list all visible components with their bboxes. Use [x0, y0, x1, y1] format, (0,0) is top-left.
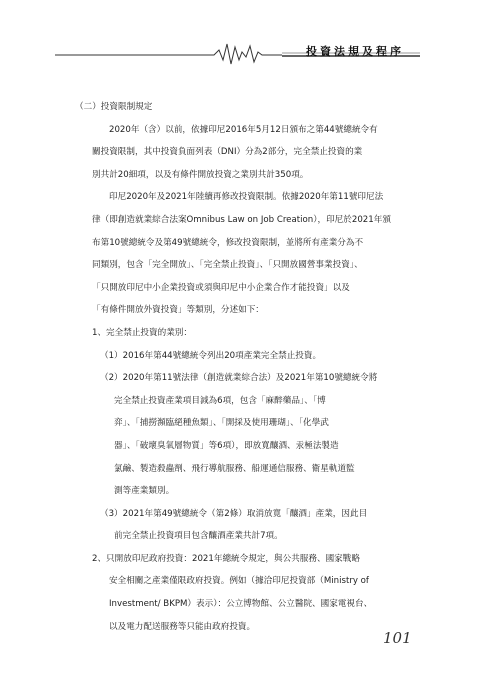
paragraph-line: 同類別，包含「完全開放」、「完全禁止投資」、「只開放國營事業投資」、 [92, 260, 363, 271]
list-subitem: （1）2016年第44號總統令列出20項產業完全禁止投資。 [100, 350, 322, 361]
section-heading: （二）投資限制規定 [75, 102, 153, 112]
paragraph-line: 印尼2020年及2021年陸續再修改投資限制。依據2020年第11號印尼法 [109, 192, 384, 203]
list-item-heading: 1、完全禁止投資的業別： [92, 327, 192, 338]
list-subitem: （3）2021年第49號總統令（第2條）取消放寬「釀酒」產業，因此目 [100, 508, 368, 519]
list-subitem-line: 前完全禁止投資項目包含釀酒產業共計7項。 [114, 531, 283, 542]
paragraph-line: 關投資限制，其中投資負面列表（DNI）分為2部分，完全禁止投資的業 [92, 147, 363, 158]
list-subitem-line: 氯鹼、製造殺蟲劑、飛行導航服務、船運通信服務、衛星軌道監 [114, 463, 355, 474]
paragraph-line: 布第10號總統令及第49號總統令，修改投資限制，並將所有產業分為不 [92, 237, 364, 248]
paragraph-line: 「只開放印尼中小企業投資或須與印尼中小企業合作才能投資」以及 [92, 282, 350, 293]
header-title: 投資法規及程序 [306, 45, 404, 58]
header-pulse-line [0, 0, 480, 70]
page-header [0, 0, 480, 70]
list-subitem: （2）2020年第11號法律（創造就業綜合法）及2021年第10號總統令將 [100, 373, 378, 384]
list-subitem-line: 測等產業類別。 [114, 486, 175, 497]
list-subitem-line: 器」、「破壞臭氧層物質」等6項），即放寬釀酒、汞極法製造 [114, 440, 339, 451]
document-body [75, 96, 420, 638]
page-number: 101 [383, 629, 412, 647]
list-subitem-line: 完全禁止投資產業項目減為6項，包含「麻醉藥品」、「博 [114, 395, 326, 406]
list-item-line: 以及電力配送服務等只能由政府投資。 [109, 621, 256, 632]
list-item-heading: 2、只開放印尼政府投資：2021年總統令規定，與公共服務、國家戰略 [92, 553, 360, 564]
paragraph-line: 律（即創造就業綜合法案Omnibus Law on Job Creation），印尼於2021年頒 [92, 214, 391, 225]
list-subitem-line: 弈」、「捕撈瀕臨絕種魚類」、「開採及使用珊瑚」、「化學武 [114, 418, 329, 429]
list-item-line: Investment/ BKPM）表示）：公立博物館、公立醫院、國家電視台、 [109, 599, 373, 610]
paragraph-line: 別共計20細項，以及有條件開放投資之業別共計350項。 [92, 169, 309, 180]
paragraph-line: 2020年（含）以前，依據印尼2016年5月12日頒布之第44號總統令有 [109, 124, 378, 135]
list-item-line: 安全相關之產業僅限政府投資。例如（據洽印尼投資部（Ministry of [109, 576, 369, 587]
paragraph-line: 「有條件開放外資投資」等類別，分述如下： [92, 305, 264, 316]
